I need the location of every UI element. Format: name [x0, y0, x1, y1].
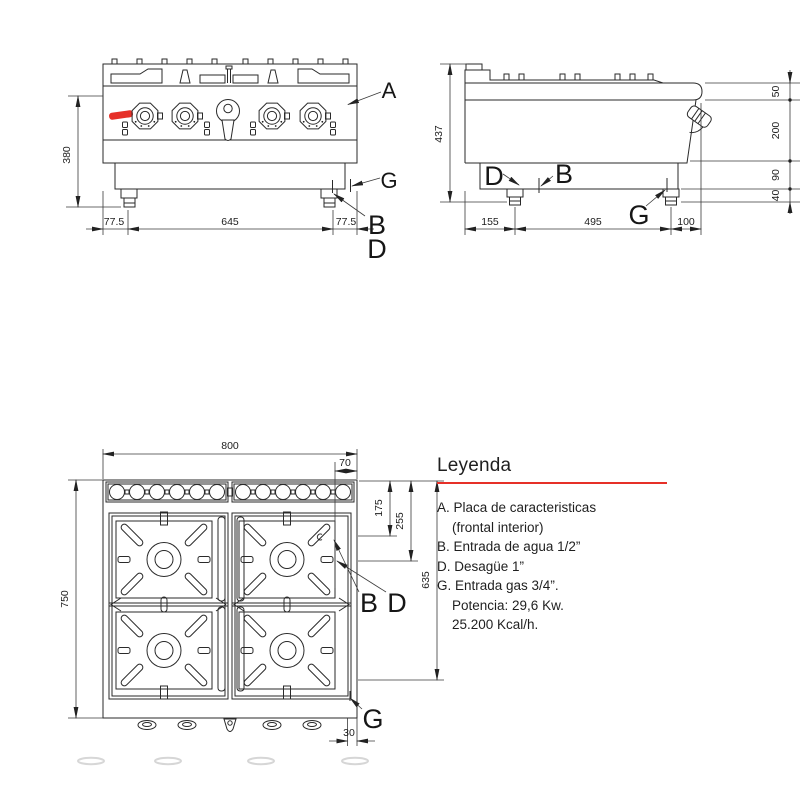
top-callout-b: B — [359, 588, 379, 618]
side-body-value: 200 — [770, 121, 782, 140]
burner-cell — [116, 612, 212, 699]
legend-items — [437, 498, 679, 635]
side-back-value: 155 — [481, 216, 499, 228]
legend-item-g2: Potencia: 29,6 Kw. — [452, 597, 564, 613]
front-callout-g: G — [380, 168, 398, 193]
top-dim-back-offset — [335, 457, 357, 588]
side-front-value: 100 — [677, 216, 695, 228]
front-view — [61, 59, 398, 264]
knobs-top — [138, 719, 321, 732]
front-grate-profile — [111, 66, 349, 83]
top-dim-inlets — [358, 481, 444, 680]
burner-knob — [300, 103, 330, 129]
top-drain-value: 255 — [394, 512, 406, 530]
legend-item-g3: 25.200 Kcal/h. — [452, 617, 539, 632]
top-depth-value: 750 — [59, 590, 71, 608]
top-back-offset-value: 70 — [339, 457, 351, 469]
legend-item-g: G. Entrada gas 3/4”. — [437, 578, 559, 593]
front-dim-height — [61, 96, 121, 207]
front-right-margin-value: 77.5 — [335, 216, 357, 228]
legend — [437, 455, 679, 635]
side-foot-value: 40 — [770, 189, 782, 202]
side-dim-chain — [681, 70, 800, 214]
print-artifacts — [78, 758, 368, 764]
burner-cell — [116, 512, 212, 612]
top-gas-offset-value: 30 — [343, 727, 355, 739]
burner-knob — [172, 103, 202, 129]
top-width-value: 800 — [221, 440, 239, 452]
front-callout-b: B — [367, 210, 387, 240]
burner-knob — [259, 103, 289, 129]
legend-title: Leyenda — [437, 455, 512, 476]
burner-knob — [132, 103, 162, 129]
legend-item-b: B. Entrada de agua 1/2” — [437, 539, 581, 554]
front-height-value: 380 — [61, 146, 73, 164]
grate-modules — [109, 513, 351, 699]
side-callout-d: D — [484, 161, 504, 191]
front-callout-d: D — [367, 234, 387, 264]
side-top-edge-value: 50 — [770, 85, 782, 98]
side-total-height-value: 437 — [433, 125, 445, 143]
burner-cell — [239, 512, 335, 612]
side-callout-g: G — [628, 200, 650, 230]
legend-item-d: D. Desagüe 1” — [437, 558, 525, 574]
front-left-margin-value: 77.5 — [103, 216, 125, 228]
back-rail — [106, 482, 354, 502]
side-middle-value: 495 — [584, 216, 602, 228]
front-callout-a: A — [381, 78, 397, 103]
side-feet — [507, 189, 679, 205]
knob-profile — [679, 104, 713, 138]
top-view — [59, 440, 444, 764]
top-dim-width — [103, 440, 357, 479]
side-view — [433, 64, 800, 235]
front-feet — [121, 189, 337, 207]
legend-item-a2: (frontal interior) — [452, 519, 544, 535]
legend-rule — [437, 482, 667, 484]
burner-cell — [239, 612, 335, 699]
front-center-value: 645 — [221, 216, 239, 228]
top-dim-depth — [59, 480, 103, 718]
top-gas-depth-value: 635 — [420, 571, 432, 589]
top-callout-d: D — [387, 588, 407, 618]
legend-item-a: A. Placa de caracteristicas — [437, 500, 597, 515]
brand-logo — [109, 110, 134, 120]
side-callout-b: B — [554, 159, 574, 189]
top-water-inlet-value: 175 — [373, 499, 385, 517]
top-callout-g: G — [362, 704, 384, 734]
igniter-keyhole — [217, 100, 240, 141]
side-plinth-value: 90 — [770, 169, 782, 181]
